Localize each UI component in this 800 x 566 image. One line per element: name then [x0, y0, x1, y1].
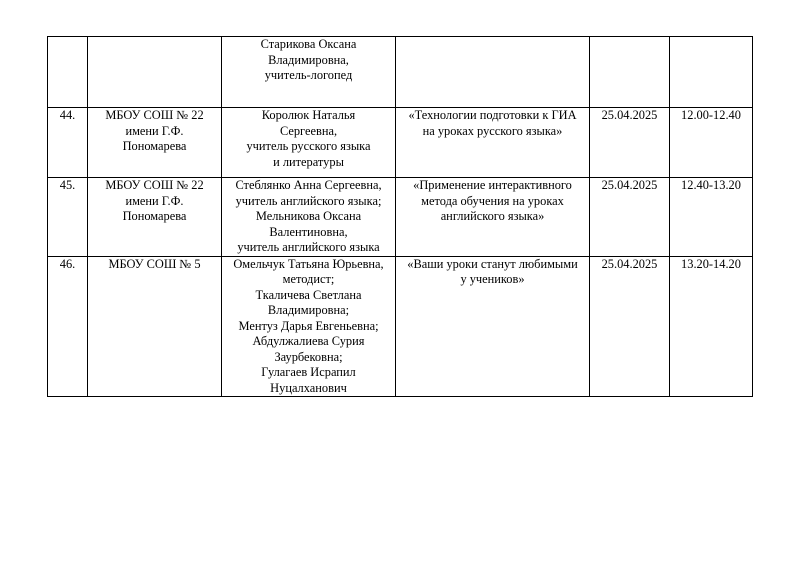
time-cell: 13.20-14.20 — [670, 256, 753, 397]
topic-cell — [396, 178, 590, 257]
participants-cell — [222, 256, 396, 397]
participant-line: и литературы — [273, 154, 344, 169]
participant-line: Владимировна, — [268, 52, 349, 67]
participant-line: учитель английского языка; — [235, 193, 382, 208]
row-number — [48, 37, 88, 108]
date-cell: 25.04.2025 — [590, 178, 670, 257]
school-cell — [88, 37, 222, 108]
school-cell — [88, 256, 222, 397]
participant-line: Ментуз Дарья Евгеньевна; — [238, 318, 379, 333]
participant-line: Владимировна; — [267, 303, 350, 317]
participant-line: Стеблянко Анна Сергеевна, — [235, 178, 382, 192]
participant-line: Омельчук Татьяна Юрьевна, — [233, 256, 384, 271]
participant-line: Гулагаев Исрапил — [261, 365, 356, 379]
participant-line: методист; — [282, 272, 335, 286]
school-line: имени Г.Ф. — [125, 193, 184, 208]
topic-line: «Применение интерактивного — [413, 178, 572, 192]
school-line: МБОУ СОШ № 5 — [108, 256, 201, 271]
date-cell: 25.04.2025 — [590, 256, 670, 397]
participant-line: учитель-логопед — [264, 68, 353, 82]
date-cell: 25.04.2025 — [590, 108, 670, 178]
participant-line: Заурбековна; — [274, 349, 343, 364]
participant-line: Сергеевна, — [279, 123, 338, 138]
topic-cell — [396, 37, 590, 108]
participant-line: Абдулжалиева Сурия — [252, 334, 365, 348]
participant-line: Мельникова Оксана — [255, 209, 362, 223]
participant-line: Валентиновна, — [269, 224, 348, 239]
school-line: Пономарева — [122, 139, 187, 153]
participant-line: Нуцалханович — [270, 380, 347, 395]
school-cell — [88, 178, 222, 257]
school-line: Пономарева — [122, 209, 187, 223]
participant-line: учитель английского языка — [237, 240, 380, 254]
participant-line: Старикова Оксана — [260, 37, 357, 51]
table-row — [48, 37, 753, 108]
topic-line: на уроках русского языка» — [422, 123, 563, 138]
participants-cell — [222, 178, 396, 257]
topic-cell — [396, 108, 590, 178]
participants-cell — [222, 37, 396, 108]
topic-line: метода обучения на уроках — [421, 193, 564, 208]
table-row — [48, 178, 753, 257]
topic-line: у учеников» — [460, 272, 525, 286]
participant-line: Королюк Наталья — [261, 108, 356, 122]
topic-line: английского языка» — [440, 209, 545, 223]
time-cell: 12.00-12.40 — [670, 108, 753, 178]
topic-line: «Ваши уроки станут любимыми — [407, 256, 578, 271]
topic-cell — [396, 256, 590, 397]
schedule-table — [47, 36, 753, 397]
participant-line: учитель русского языка — [246, 139, 371, 153]
school-line: имени Г.Ф. — [125, 123, 184, 138]
row-number: 44. — [48, 108, 88, 178]
table-row — [48, 108, 753, 178]
date-cell — [590, 37, 670, 108]
time-cell — [670, 37, 753, 108]
participant-line: Ткаличева Светлана — [255, 287, 362, 302]
row-number: 45. — [48, 178, 88, 257]
school-cell — [88, 108, 222, 178]
row-number: 46. — [48, 256, 88, 397]
school-line: МБОУ СОШ № 22 — [105, 108, 204, 122]
participants-cell — [222, 108, 396, 178]
time-cell: 12.40-13.20 — [670, 178, 753, 257]
topic-line: «Технологии подготовки к ГИА — [408, 108, 577, 122]
table-row — [48, 256, 753, 397]
school-line: МБОУ СОШ № 22 — [105, 178, 204, 192]
